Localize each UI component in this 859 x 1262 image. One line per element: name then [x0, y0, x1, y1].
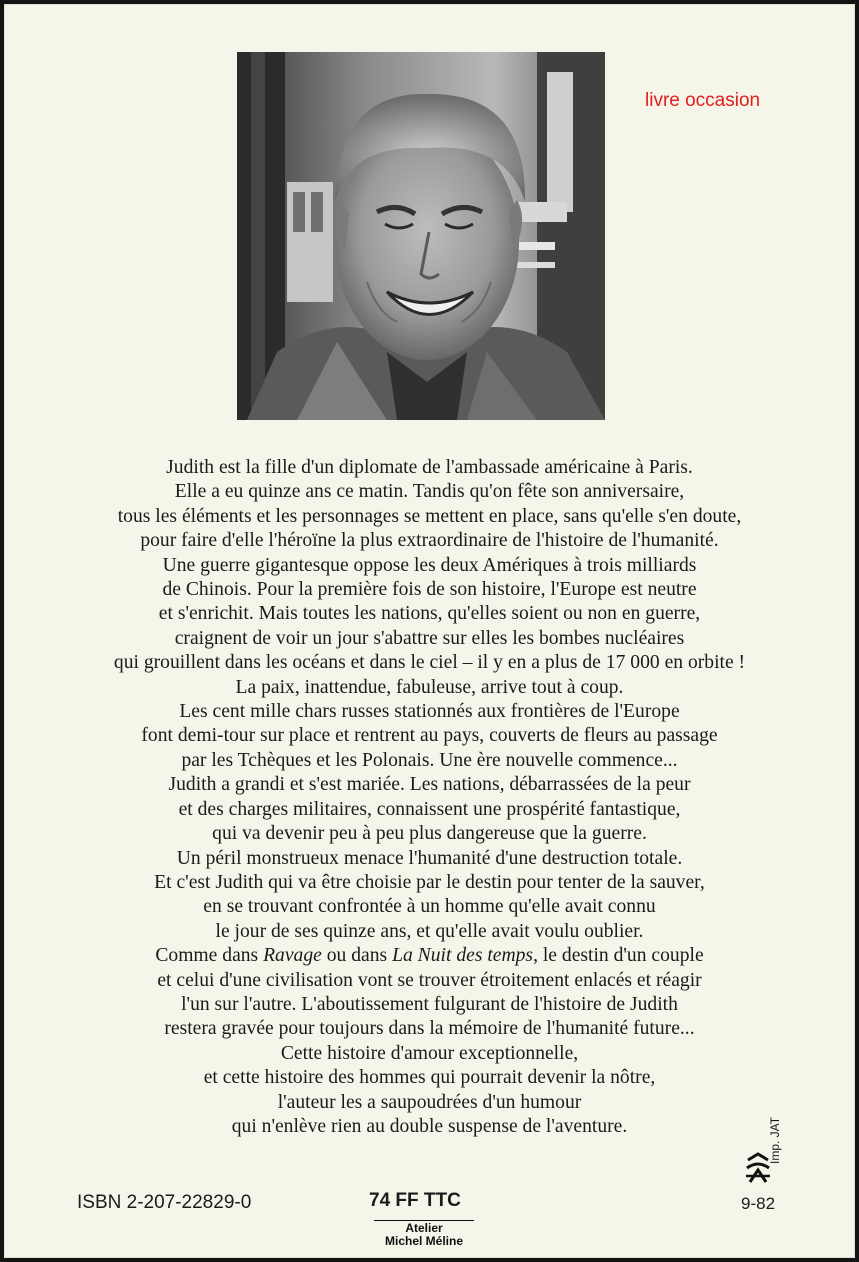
blurb-line: [44, 749, 815, 773]
print-date-code: 9-82: [741, 1194, 776, 1213]
blurb-line: [44, 993, 815, 1017]
price: 74 FF TTC: [369, 1190, 461, 1211]
blurb-text: tous les éléments et les personnages se mettent en place, sans qu'elle s'en doute,: [117, 505, 742, 527]
blurb-line: [44, 578, 815, 602]
blurb-line: [44, 554, 815, 578]
blurb-line: [44, 1091, 815, 1115]
blurb-line: [44, 627, 815, 651]
bookseller-line1: Atelier: [405, 1221, 443, 1235]
blurb-text: La paix, inattendue, fabuleuse, arrive tout à coup.: [235, 676, 624, 698]
blurb-text: Un péril monstrueux menace l'humanité d'une destruction totale.: [176, 847, 683, 869]
blurb-text: ou dans: [321, 945, 393, 967]
blurb-line: [44, 773, 815, 797]
blurb-text: Elle a eu quinze ans ce matin. Tandis qu'on fête son anniversaire,: [174, 481, 685, 503]
blurb-line: [44, 1066, 815, 1090]
blurb-line: [44, 920, 815, 944]
blurb-line: [44, 1017, 815, 1041]
blurb-line: [44, 1042, 815, 1066]
blurb-line: [44, 480, 815, 504]
blurb-line: [44, 700, 815, 724]
blurb-text: par les Tchèques et les Polonais. Une ère nouvelle commence...: [181, 749, 678, 771]
blurb-text: craignent de voir un jour s'abattre sur elles les bombes nucléaires: [174, 627, 685, 649]
blurb-line: [44, 1115, 815, 1139]
blurb-line: [44, 529, 815, 553]
blurb-text: Cette histoire d'amour exceptionnelle,: [280, 1042, 579, 1064]
blurb-line: [44, 651, 815, 675]
blurb-line: [44, 676, 815, 700]
used-book-stamp: livre occasion: [645, 90, 761, 111]
blurb-text: l'auteur les a saupoudrées d'un humour: [277, 1091, 582, 1113]
blurb-text: et des charges militaires, connaissent une prospérité fantastique,: [178, 798, 681, 820]
blurb-text: Et c'est Judith qui va être choisie par le destin pour tenter de la sauver,: [154, 871, 705, 893]
blurb-text: , le destin d'un couple: [533, 945, 704, 967]
blurb-text: l'un sur l'autre. L'aboutissement fulgurant de l'histoire de Judith: [181, 993, 678, 1015]
blurb-line: [44, 847, 815, 871]
blurb-line: [44, 505, 815, 529]
blurb-line: [44, 602, 815, 626]
blurb-text: et cette histoire des hommes qui pourrait devenir la nôtre,: [203, 1067, 656, 1089]
blurb-text: qui grouillent dans les océans et dans le ciel – il y en a plus de 17 000 en orbite !: [113, 652, 746, 674]
blurb-line: [44, 798, 815, 822]
blurb-text: de Chinois. Pour la première fois de son histoire, l'Europe est neutre: [162, 579, 697, 601]
blurb-line: [44, 969, 815, 993]
blurb-line: [44, 871, 815, 895]
book-title-reference: Ravage: [263, 945, 322, 967]
author-photo: [237, 52, 605, 420]
blurb-text: font demi-tour sur place et rentrent au pays, couverts de fleurs au passage: [141, 725, 718, 747]
blurb-text: le jour de ses quinze ans, et qu'elle avait voulu oublier.: [215, 920, 644, 942]
blurb-line: [44, 456, 815, 480]
blurb-line: [44, 944, 815, 968]
blurb-text: qui n'enlève rien au double suspense de l'aventure.: [231, 1115, 628, 1137]
blurb-text: Judith a grandi et s'est mariée. Les nations, débarrassées de la peur: [168, 774, 691, 796]
blurb-line: [44, 724, 815, 748]
blurb-text: Les cent mille chars russes stationnés aux frontières de l'Europe: [179, 701, 680, 723]
blurb-text: Comme dans: [155, 945, 264, 967]
blurb-text: Une guerre gigantesque oppose les deux Amériques à trois milliards: [162, 554, 697, 576]
blurb-text: qui va devenir peu à peu plus dangereuse que la guerre.: [212, 823, 647, 845]
back-cover-blurb: [44, 456, 815, 1139]
blurb-text: restera gravée pour toujours dans la mémoire de l'humanité future...: [164, 1018, 695, 1040]
bookseller-line2: Michel Méline: [384, 1234, 464, 1248]
blurb-line: [44, 822, 815, 846]
blurb-line: [44, 895, 815, 919]
isbn: ISBN 2-207-22829-0: [77, 1192, 252, 1213]
author-portrait-photo: [237, 52, 605, 420]
blurb-text: en se trouvant confrontée à un homme qu'elle avait connu: [203, 896, 656, 918]
book-title-reference: La Nuit des temps: [392, 945, 534, 967]
blurb-text: et celui d'une civilisation vont se trouver étroitement enlacés et réagir: [157, 969, 702, 991]
back-cover: [4, 4, 855, 1258]
blurb-text: pour faire d'elle l'héroïne la plus extraordinaire de l'histoire de l'humanité.: [140, 530, 719, 552]
blurb-text: et s'enrichit. Mais toutes les nations, qu'elles soient ou non en guerre,: [158, 603, 701, 625]
blurb-text: Judith est la fille d'un diplomate de l'ambassade américaine à Paris.: [166, 457, 693, 478]
printer-label: Imp. JAT: [768, 1116, 782, 1164]
bookseller-sticker: [372, 1220, 476, 1248]
